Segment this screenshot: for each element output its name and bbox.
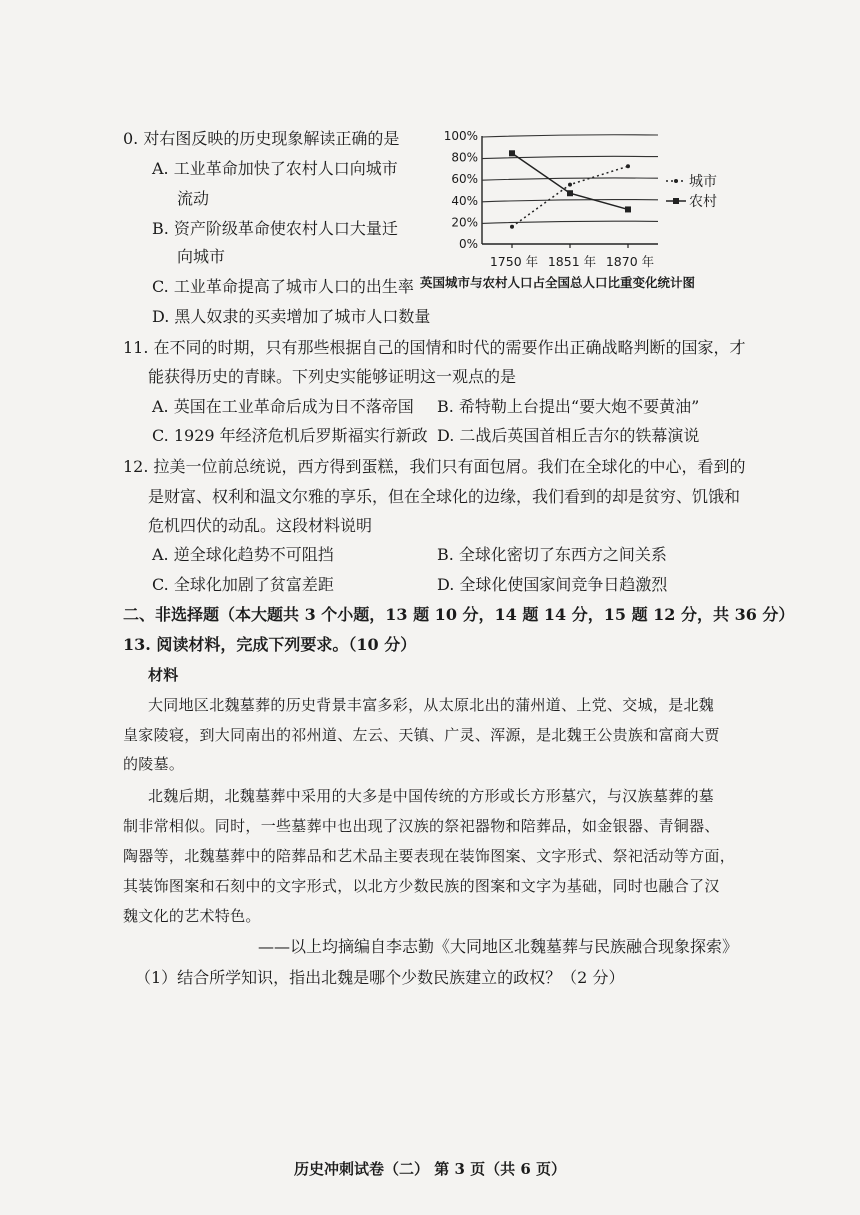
chart-y-tick-label: 100%	[443, 129, 478, 143]
q12-stem-line1: 12. 拉美一位前总统说，西方得到蛋糕，我们只有面包屑。我们在全球化的中心，看到的	[123, 457, 746, 476]
chart-title: 英国城市与农村人口占全国总人口比重变化统计图	[420, 275, 696, 290]
q10-stem: 0. 对右图反映的历史现象解读正确的是	[123, 129, 400, 148]
q12-option-a: A. 逆全球化趋势不可阻挡	[152, 545, 334, 564]
chart-gridline	[482, 178, 658, 180]
q12-option-b: B. 全球化密切了东西方之间关系	[437, 545, 667, 564]
chart-legend-marker	[673, 198, 679, 204]
q11-option-c: C. 1929 年经济危机后罗斯福实行新政	[152, 426, 428, 445]
chart-series-line-0	[512, 166, 628, 226]
chart-gridline	[482, 200, 658, 202]
q13-para1-line1: 大同地区北魏墓葬的历史背景丰富多彩，从太原北出的蒲州道、上党、交城，是北魏	[148, 696, 715, 714]
q11-stem-line1: 11. 在不同的时期，只有那些根据自己的国情和时代的需要作出正确战略判断的国家，才	[123, 338, 746, 357]
chart-legend-label: 农村	[689, 194, 717, 210]
chart-point	[568, 183, 572, 187]
q13-para2-line5: 魏文化的艺术特色。	[123, 907, 261, 925]
q13-source: ——以上均摘编自李志勤《大同地区北魏墓葬与民族融合现象探索》	[258, 937, 739, 956]
section-2-heading: 二、非选择题（本大题共 3 个小题，13 题 10 分，14 题 14 分，15 题 12 分，共 36 分）	[123, 605, 795, 624]
chart-gridline	[482, 135, 658, 137]
q13-para2-line1: 北魏后期，北魏墓葬中采用的大多是中国传统的方形或长方形墓穴，与汉族墓葬的墓	[148, 787, 715, 805]
chart-gridline	[482, 221, 658, 223]
q10-option-a-cont: 流动	[177, 189, 210, 208]
chart-y-tick-label: 80%	[451, 150, 478, 165]
chart-y-tick-label: 0%	[458, 237, 478, 251]
chart-grid	[482, 135, 658, 244]
q10-option-b: B. 资产阶级革命使农村人口大量迁	[152, 219, 398, 238]
chart-y-tick-label: 40%	[451, 193, 478, 208]
chart-gridline	[482, 156, 658, 158]
chart-point	[567, 190, 573, 196]
chart-y-ticks	[444, 129, 478, 251]
q10-option-c: C. 工业革命提高了城市人口的出生率	[152, 277, 414, 296]
population-chart	[440, 126, 760, 296]
chart-series	[509, 150, 631, 228]
chart-x-tick-label: 1750 年	[489, 254, 539, 269]
q11-option-d: D. 二战后英国首相丘吉尔的铁幕演说	[437, 426, 700, 445]
chart-legend	[666, 174, 717, 210]
page-footer: 历史冲刺试卷（二） 第 3 页（共 6 页）	[294, 1160, 566, 1178]
q13-subquestion-1: （1）结合所学知识，指出北魏是哪个少数民族建立的政权？（2 分）	[135, 968, 625, 987]
q13-para1-line2: 皇家陵寝，到大同南出的祁州道、左云、天镇、广灵、浑源，是北魏王公贵族和富商大贾	[123, 726, 720, 744]
chart-y-tick-label: 20%	[451, 215, 478, 230]
chart-point	[625, 206, 631, 212]
q10-option-d: D. 黑人奴隶的买卖增加了城市人口数量	[152, 307, 431, 326]
q12-stem-line3: 危机四伏的动乱。这段材料说明	[148, 516, 373, 535]
chart-point	[626, 164, 630, 168]
q13-para1-line3: 的陵墓。	[123, 755, 185, 773]
chart-legend-label: 城市	[689, 174, 717, 190]
q10-option-a: A. 工业革命加快了农村人口向城市	[152, 159, 398, 178]
chart-x-tick-label: 1851 年	[547, 254, 597, 269]
q12-option-d: D. 全球化使国家间竞争日趋激烈	[437, 575, 668, 594]
chart-x-ticks	[490, 244, 654, 269]
chart-point	[509, 150, 515, 156]
chart-point	[510, 225, 514, 229]
q13-stem: 13. 阅读材料，完成下列要求。（10 分）	[123, 635, 417, 654]
q12-option-c: C. 全球化加剧了贫富差距	[152, 575, 334, 594]
q11-option-b: B. 希特勒上台提出“要大炮不要黄油”	[437, 397, 700, 416]
q13-para2-line4: 其装饰图案和石刻中的文字形式，以北方少数民族的图案和文字为基础，同时也融合了汉	[123, 877, 720, 895]
q11-stem-line2: 能获得历史的青睐。下列史实能够证明这一观点的是	[148, 367, 517, 386]
q13-material-label: 材料	[148, 666, 179, 684]
q11-option-a: A. 英国在工业革命后成为日不落帝国	[152, 397, 414, 416]
q12-stem-line2: 是财富、权利和温文尔雅的享乐，但在全球化的边缘，我们看到的却是贫穷、饥饿和	[148, 487, 741, 506]
chart-legend-marker	[674, 179, 678, 183]
chart-x-tick-label: 1870 年	[605, 254, 655, 269]
q13-para2-line3: 陶器等，北魏墓葬中的陪葬品和艺术品主要表现在装饰图案、文字形式、祭祀活动等方面，	[123, 847, 736, 865]
chart-y-tick-label: 60%	[451, 172, 478, 187]
q13-para2-line2: 制非常相似。同时，一些墓葬中也出现了汉族的祭祀器物和陪葬品，如金银器、青铜器、	[123, 817, 720, 835]
q10-option-b-cont: 向城市	[177, 247, 226, 266]
